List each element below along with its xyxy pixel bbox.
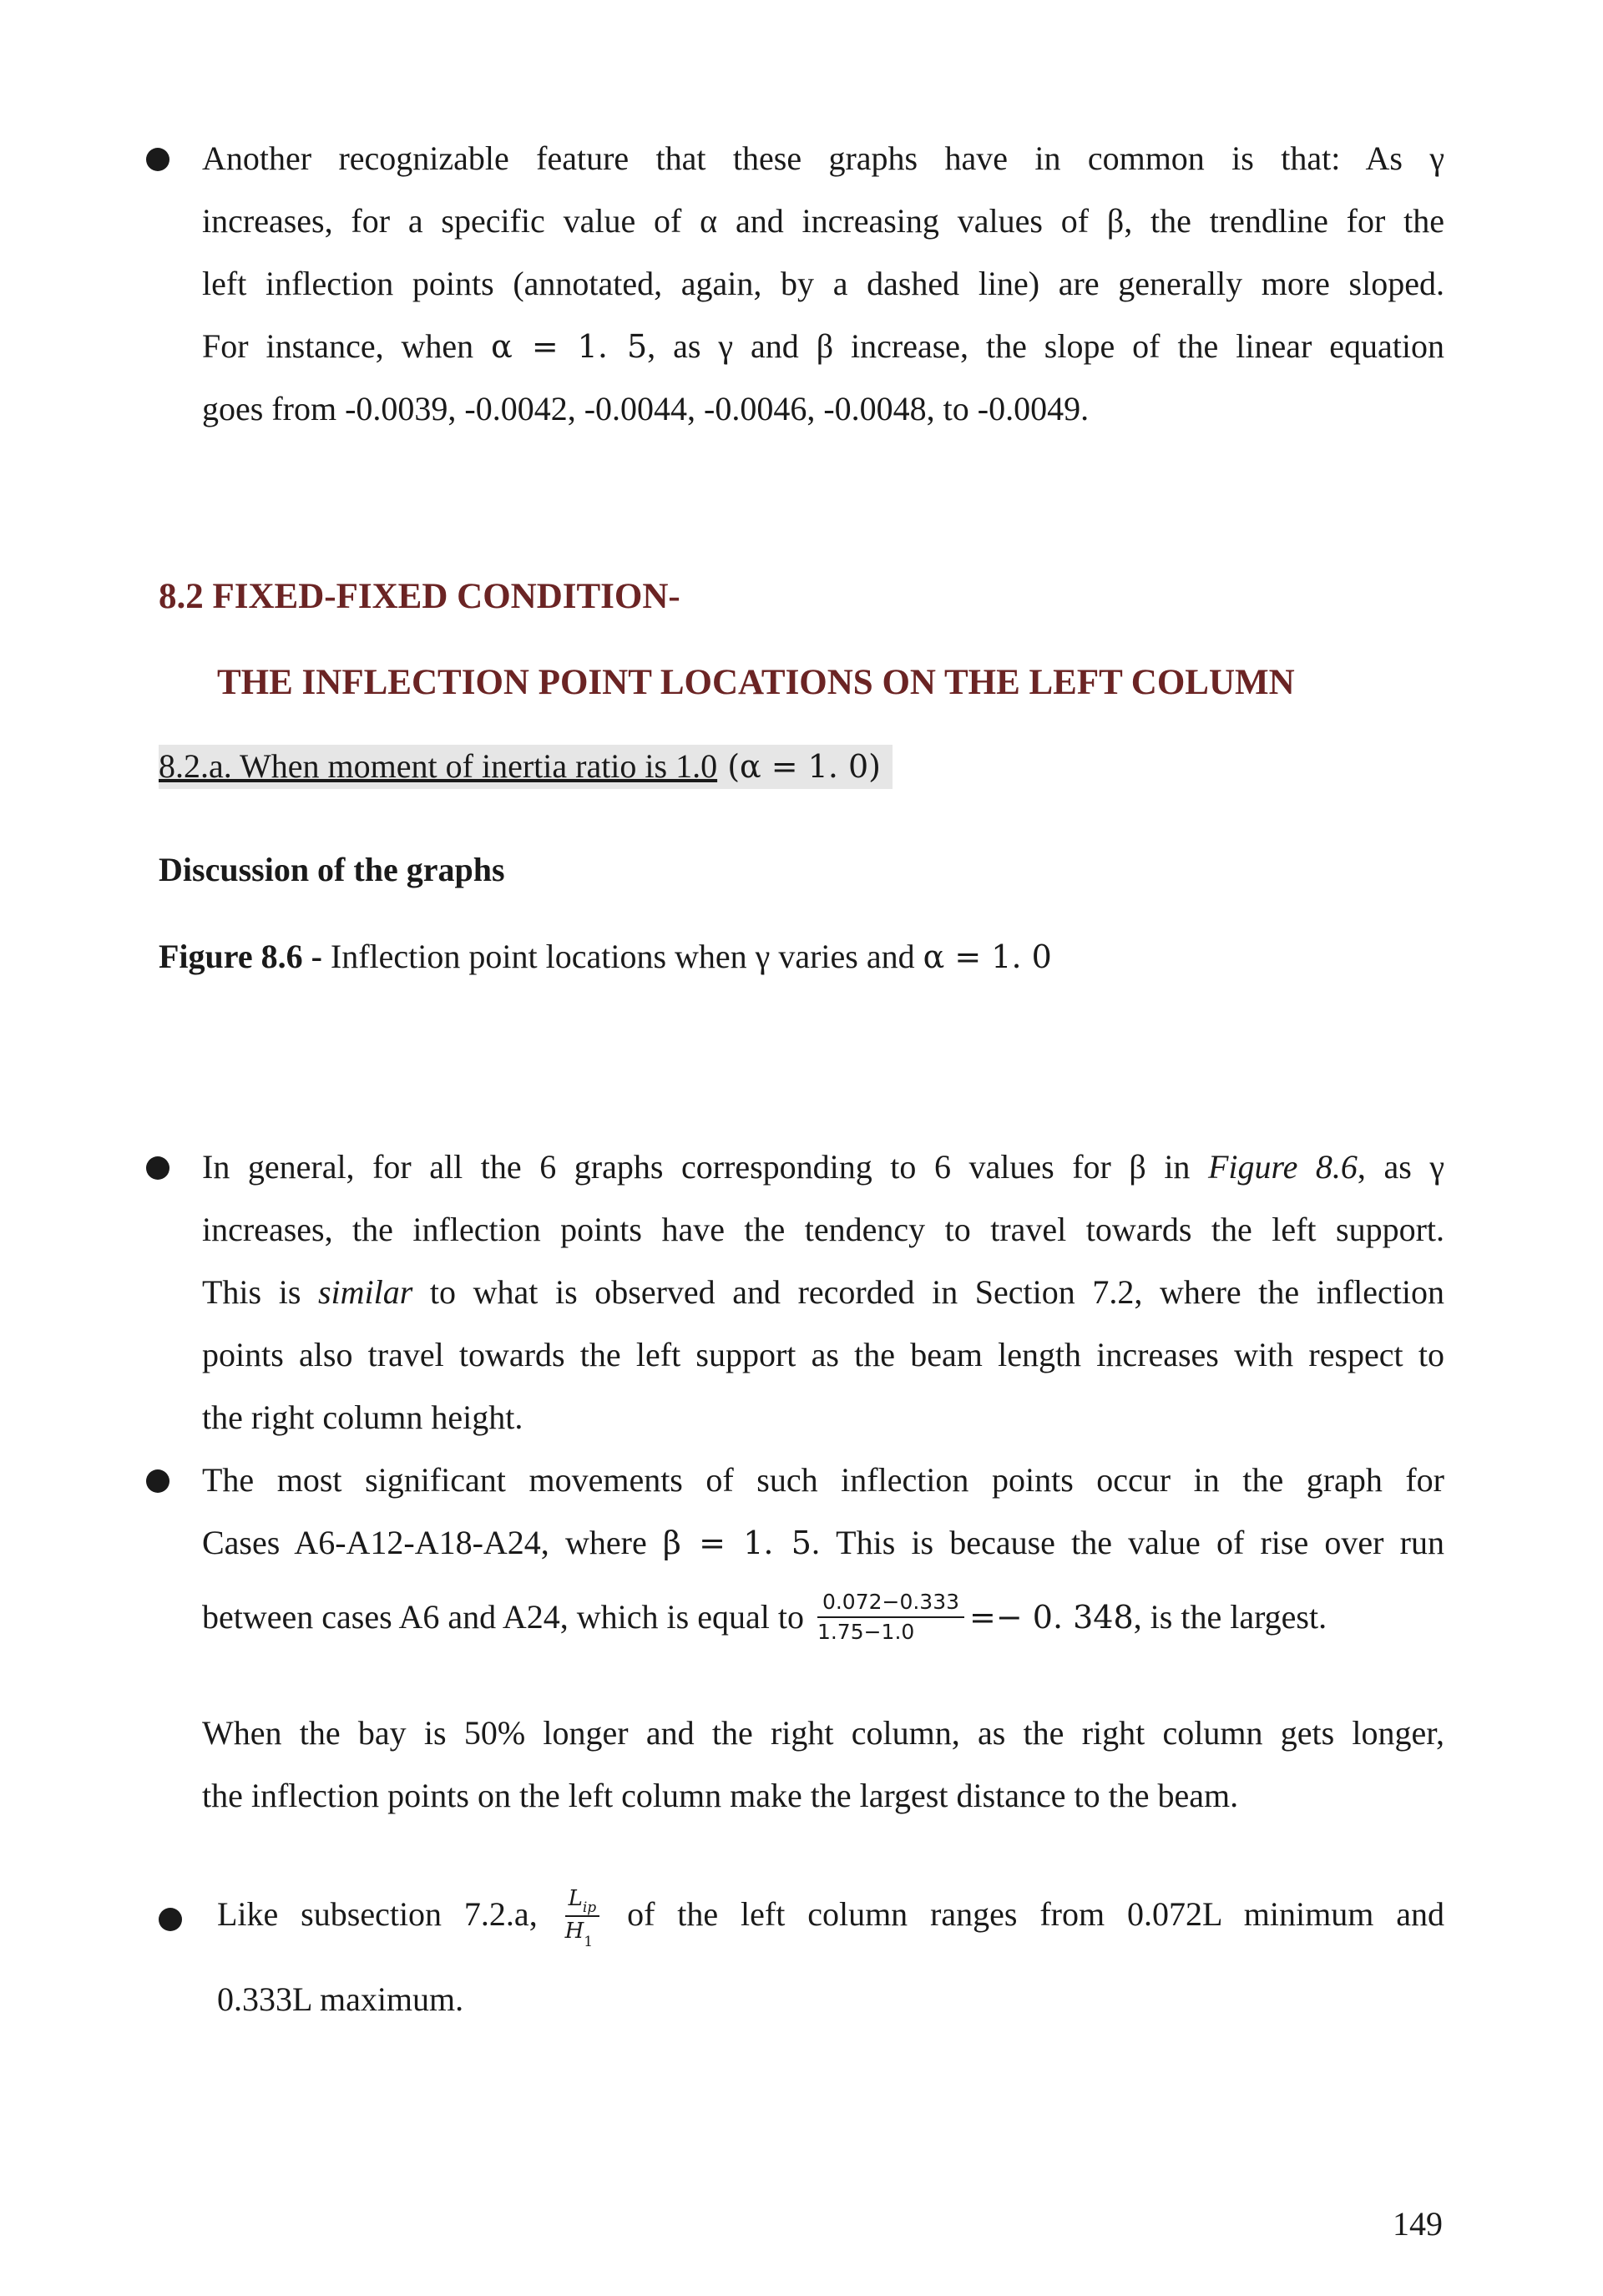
page-number: 149 — [1393, 2205, 1443, 2243]
section-heading: 8.2 FIXED-FIXED CONDITION- — [159, 577, 680, 616]
para1-line5: goes from -0.0039, -0.0042, -0.0044, -0.0046, -0.0048, to -0.0049. — [202, 390, 1090, 427]
section-subheading: THE INFLECTION POINT LOCATIONS ON THE LEFT COLUMN — [217, 663, 1295, 702]
bullet-1 — [146, 148, 169, 171]
paragraph-bay-longer — [202, 1702, 1444, 1827]
fraction-lip-over-h1: $\frac{L_{ip}}{H_1}$ — [565, 1886, 600, 1946]
para3-line1: The most significant movements of such inflection points occur in the graph for — [202, 1461, 1444, 1499]
para2-line5: the right column height. — [202, 1398, 523, 1436]
figure-caption: Figure 8.6 - Inflection point locations when γ varies and α = 1. 0 — [159, 938, 1052, 975]
para5-line1: Like subsection 7.2.a, $\frac{L_{ip}}{H_1}$ of the left column ranges from 0.072L minimum and — [217, 1885, 1445, 1950]
para2-line1: In general, for all the 6 graphs corresponding to 6 values for β in Figure 8.6, as γ — [202, 1148, 1445, 1186]
discussion-label: Discussion of the graphs — [159, 851, 505, 888]
para1-line3: left inflection points (annotated, again, by a dashed line) are generally more sloped. — [202, 265, 1444, 302]
para2-line3: This is similar to what is observed and recorded in Section 7.2, where the inflection — [202, 1273, 1444, 1311]
paragraph-range — [217, 1883, 1444, 2030]
bullet-4 — [159, 1908, 182, 1931]
para1-line4: For instance, when α = 1. 5, as γ and β increase, the slope of the linear equation — [202, 327, 1445, 365]
subsection-title: 8.2.a. When moment of inertia ratio is 1.0 (α = 1. 0) — [159, 745, 893, 789]
bullet-2 — [146, 1156, 169, 1180]
paragraph-significant-movements — [202, 1449, 1444, 1648]
fraction-rise-over-run: $\frac{0.072-0.333}{1.75-1.0}$ — [817, 1590, 964, 1645]
bullet-3 — [146, 1469, 169, 1493]
para4-line2: the inflection points on the left column make the largest distance to the beam. — [202, 1777, 1239, 1814]
para5-line2: 0.333L maximum. — [217, 1980, 464, 2018]
paragraph-general-trend — [202, 1135, 1444, 1449]
para2-line2: increases, the inflection points have the tendency to travel towards the left support. — [202, 1211, 1444, 1248]
paragraph-slope-trend — [202, 127, 1444, 440]
para3-line3: between cases A6 and A24, which is equal to $\frac{0.072-0.333}{1.75-1.0}$ =− 0. 348, is the largest. — [202, 1589, 1327, 1644]
para4-line1: When the bay is 50% longer and the right column, as the right column gets longer, — [202, 1714, 1444, 1752]
para3-line2: Cases A6-A12-A18-A24, where β = 1. 5. This is because the value of rise over run — [202, 1524, 1444, 1561]
para1-line2: increases, for a specific value of α and increasing values of β, the trendline for the — [202, 202, 1444, 240]
math-alpha-1-5: α = 1. 5 — [491, 328, 648, 365]
para1-line1: Another recognizable feature that these graphs have in common is that: As γ — [202, 139, 1444, 177]
para2-line4: points also travel towards the left support as the beam length increases with respect to — [202, 1336, 1444, 1373]
